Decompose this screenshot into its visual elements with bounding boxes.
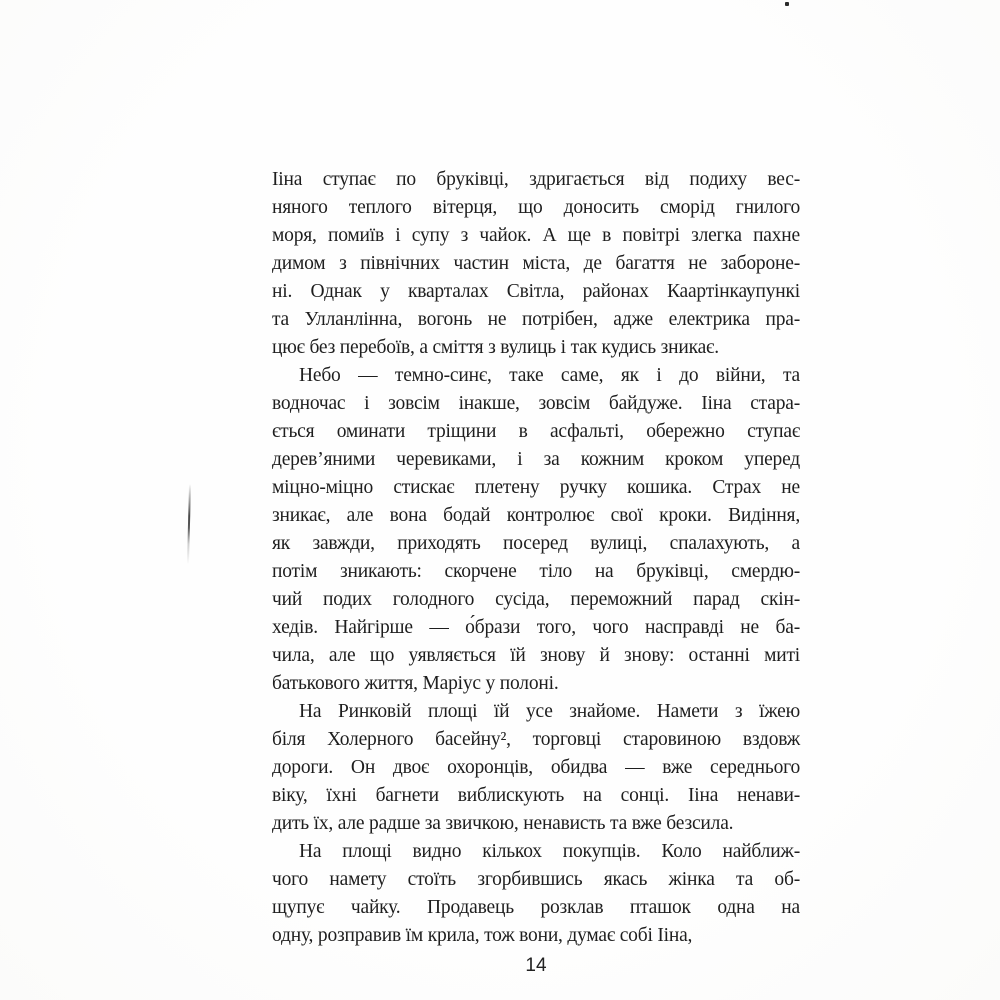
text-line: та Улланлінна, вогонь не потрібен, адже електрика пра- bbox=[272, 309, 800, 330]
text-line: ється оминати тріщини в асфальті, обережно ступає bbox=[272, 421, 800, 442]
text-line: дороги. Он двоє охоронців, обидва — вже середнього bbox=[272, 757, 800, 778]
text-line: одну, розправив їм крила, тож вони, думає собі Ііна, bbox=[272, 925, 693, 946]
text-line: Небо — темно-синє, таке саме, як і до війни, та bbox=[299, 365, 800, 386]
text-line: як завжди, приходять посеред вулиці, спалахують, а bbox=[272, 533, 800, 554]
text-line: няного теплого вітерця, що доносить сморід гнилого bbox=[272, 197, 800, 218]
scan-scratch-artifact bbox=[187, 484, 191, 564]
text-line: біля Холерного басейну², торговці старовиною вздовж bbox=[272, 729, 800, 750]
text-line: моря, помиїв і супу з чайок. А ще в повітрі злегка пахне bbox=[272, 225, 800, 246]
text-line: ні. Однак у кварталах Світла, районах Каартінкаупункі bbox=[272, 281, 800, 302]
text-line: цює без перебоїв, а сміття з вулиць і так кудись зникає. bbox=[272, 337, 719, 358]
page-number: 14 bbox=[525, 955, 547, 976]
text-block bbox=[272, 166, 800, 950]
text-line: На Ринковій площі їй усе знайоме. Намети з їжею bbox=[299, 701, 800, 722]
text-line: віку, їхні багнети виблискують на сонці. Ііна ненави- bbox=[272, 785, 800, 806]
text-line: дить їх, але радше за звичкою, ненависть та вже безсила. bbox=[272, 813, 734, 834]
text-line: щупує чайку. Продавець розклав пташок одна на bbox=[272, 897, 800, 918]
scan-speck-artifact bbox=[785, 2, 789, 6]
text-line: Ііна ступає по бруківці, здригається від подиху вес- bbox=[272, 169, 800, 190]
text-line: потім зникають: скорчене тіло на бруківці, смердю- bbox=[272, 561, 800, 582]
text-line: чила, але що уявляється їй знову й знову: останні миті bbox=[272, 645, 800, 666]
text-line: хедів. Найгірше — о́брази того, чого насправді не ба- bbox=[272, 617, 800, 638]
text-line: чий подих голодного сусіда, переможний парад скін- bbox=[272, 589, 800, 610]
text-line: міцно-міцно стискає плетену ручку кошика. Страх не bbox=[272, 477, 800, 498]
text-line: На площі видно кількох покупців. Коло найближ- bbox=[299, 841, 800, 862]
text-line: батькового життя, Маріус у полоні. bbox=[272, 673, 559, 694]
text-line: чого намету стоїть згорбившись якась жінка та об- bbox=[272, 869, 800, 890]
text-line: дерев’яними черевиками, і за кожним кроком уперед bbox=[272, 449, 800, 470]
text-line: зникає, але вона бодай контролює свої кроки. Видіння, bbox=[272, 505, 800, 526]
text-line: димом з північних частин міста, де багаття не заборонe- bbox=[272, 253, 800, 274]
text-line: водночас і зовсім інакше, зовсім байдуже. Ііна стара- bbox=[272, 393, 800, 414]
